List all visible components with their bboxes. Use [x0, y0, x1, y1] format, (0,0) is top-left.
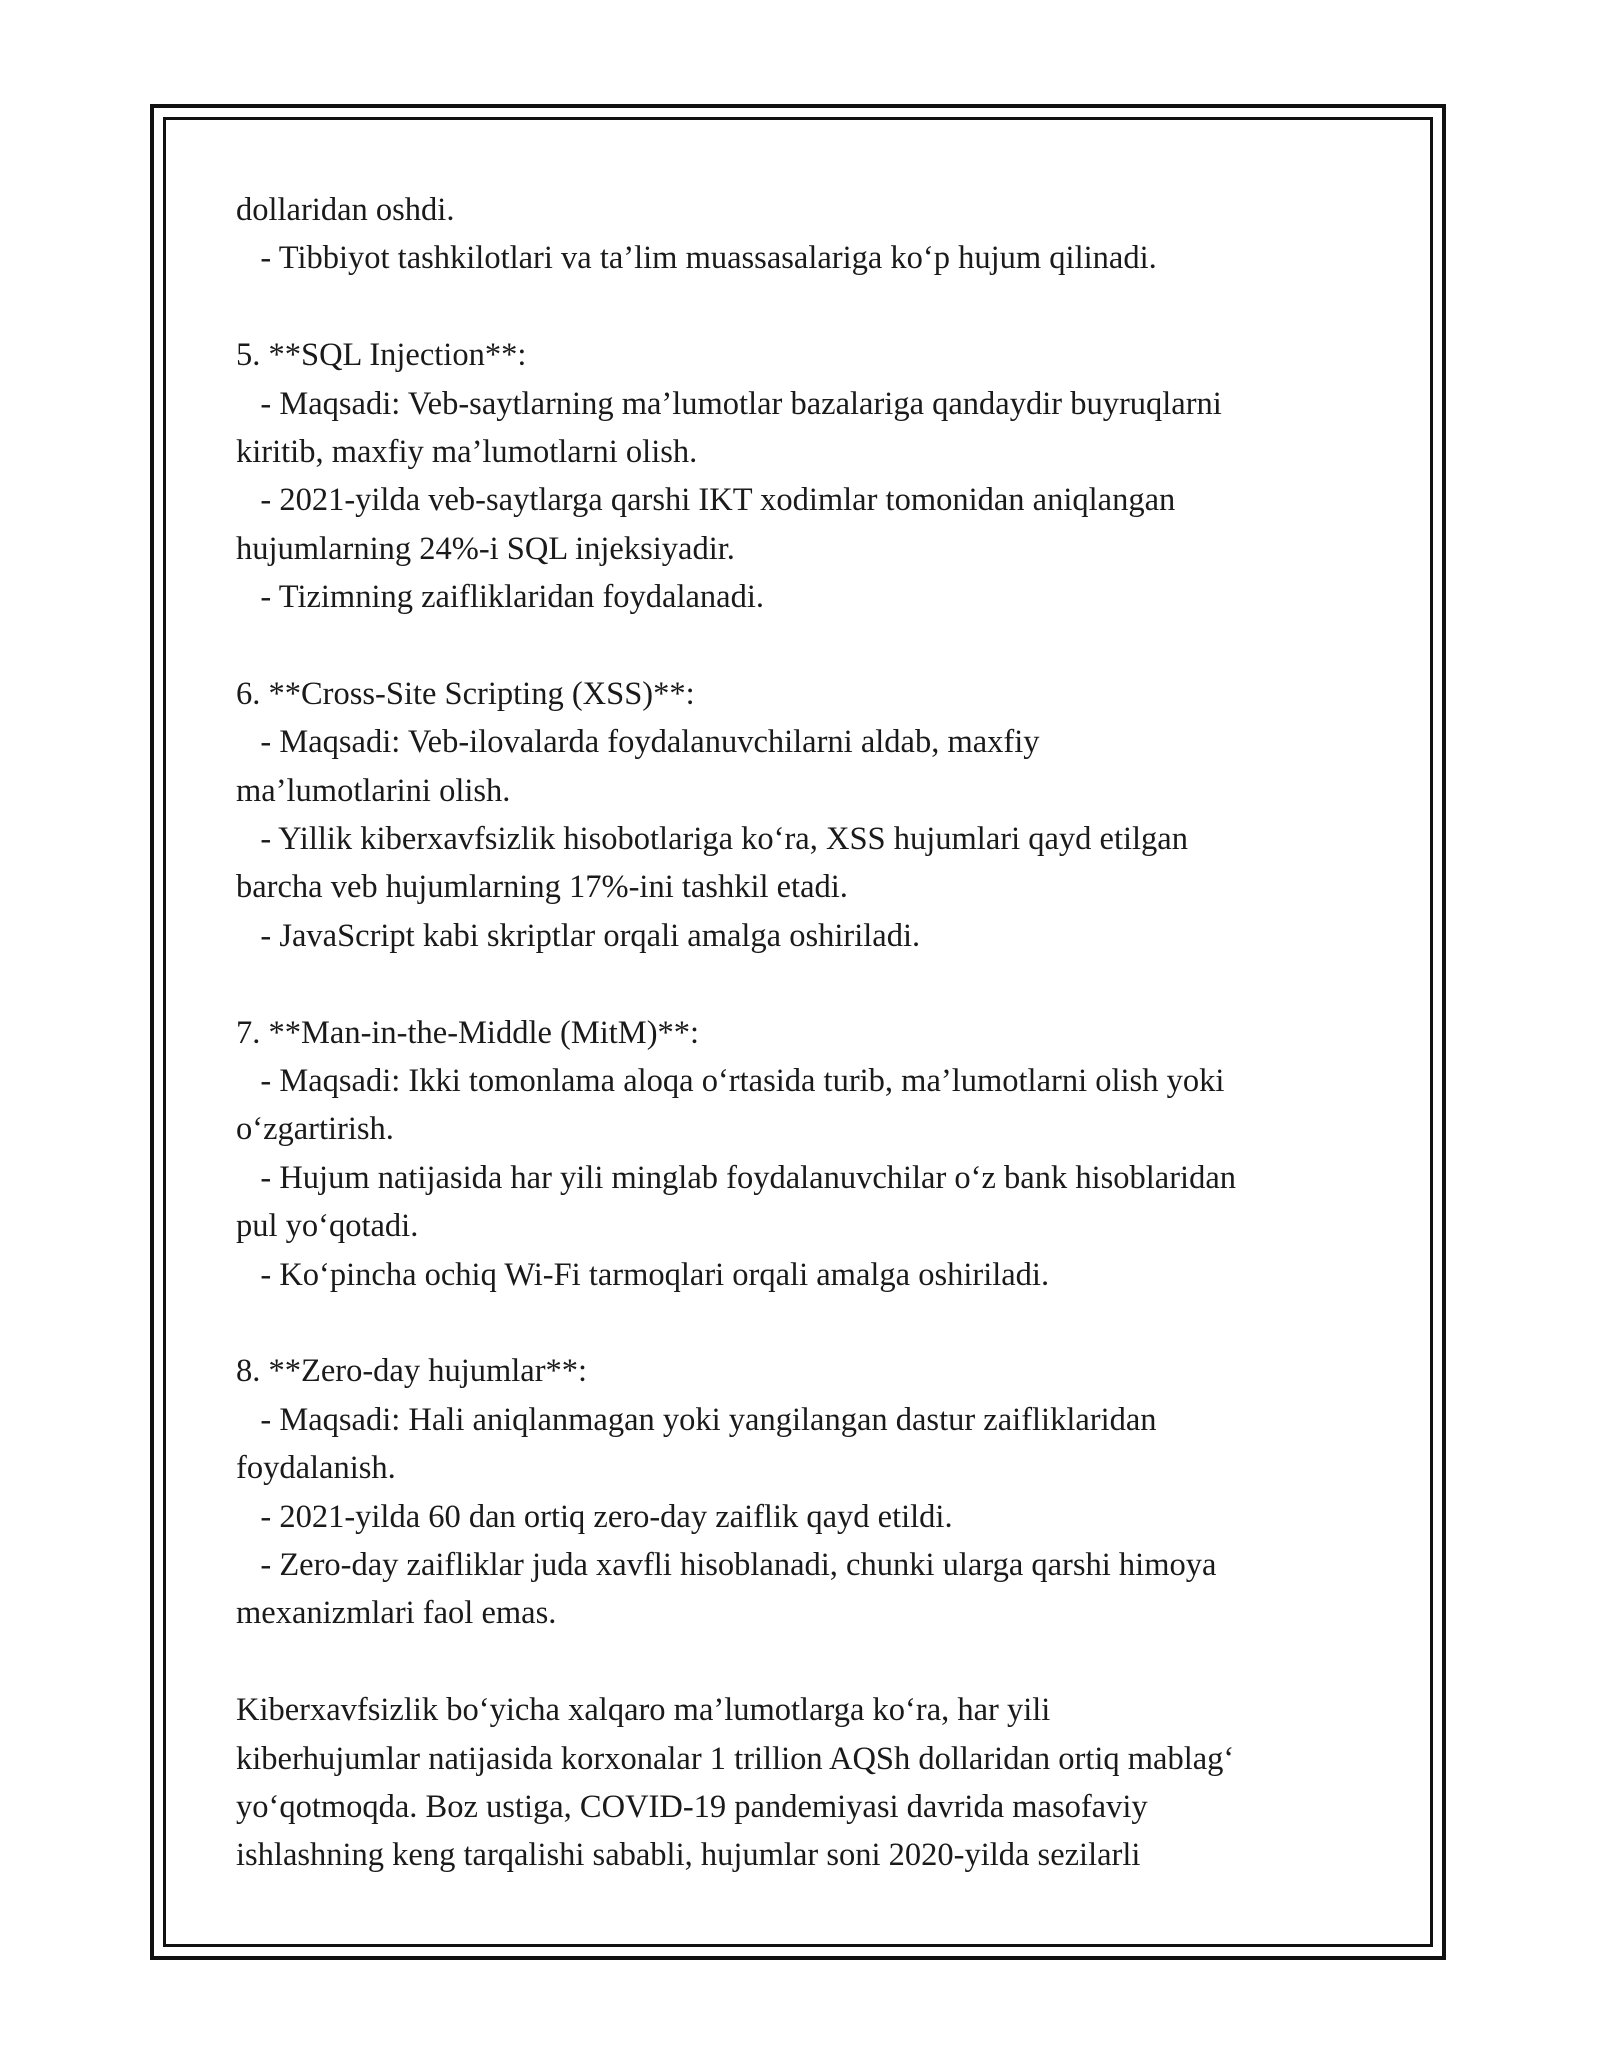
summary-paragraph-line: Kiberxavfsizlik boʻyicha xalqaro ma’lumotlarga koʻra, har yili [236, 1692, 1051, 1729]
blank-line [236, 283, 1376, 331]
text-line: - 2021-yilda 60 dan ortiq zero-day zaiflik qayd etildi. [236, 1498, 953, 1535]
text-line: oʻzgartirish. [236, 1111, 394, 1148]
summary-paragraph-line: kiberhujumlar natijasida korxonalar 1 trillion AQSh dollaridan ortiq mablagʻ [236, 1740, 1235, 1777]
text-line: - Yillik kiberxavfsizlik hisobotlariga koʻra, XSS hujumlari qayd etilgan [236, 821, 1188, 858]
summary-paragraph-line: ishlashning keng tarqalishi sababli, hujumlar soni 2020-yilda sezilarli [236, 1837, 1141, 1874]
document-body [236, 186, 1376, 1880]
text-line: - 2021-yilda veb-saytlarga qarshi IKT xodimlar tomonidan aniqlangan [236, 482, 1176, 519]
text-line: - Zero-day zaifliklar juda xavfli hisoblanadi, chunki ularga qarshi himoya [236, 1546, 1217, 1583]
text-line: - Tizimning zaifliklaridan foydalanadi. [236, 579, 765, 616]
text-line: - Maqsadi: Ikki tomonlama aloqa oʻrtasida turib, ma’lumotlarni olish yoki [236, 1063, 1225, 1100]
text-line: hujumlarning 24%-i SQL injeksiyadir. [236, 530, 735, 567]
text-line: barcha veb hujumlarning 17%-ini tashkil etadi. [236, 869, 848, 906]
text-line: pul yoʻqotadi. [236, 1208, 419, 1245]
text-line: mexanizmlari faol emas. [236, 1595, 557, 1632]
summary-paragraph-line: yoʻqotmoqda. Boz ustiga, COVID-19 pandemiyasi davrida masofaviy [236, 1788, 1148, 1825]
blank-line [236, 1638, 1376, 1686]
text-line: - Hujum natijasida har yili minglab foydalanuvchilar oʻz bank hisoblaridan [236, 1159, 1237, 1196]
section-heading-zero-day: 8. **Zero-day hujumlar**: [236, 1353, 588, 1390]
text-line: kiritib, maxfiy ma’lumotlarni olish. [236, 433, 698, 470]
text-line: - Maqsadi: Hali aniqlanmagan yoki yangilangan dastur zaifliklaridan [236, 1401, 1157, 1438]
text-line: foydalanish. [236, 1450, 396, 1487]
section-heading-sql-injection: 5. **SQL Injection**: [236, 337, 527, 374]
text-line: - Koʻpincha ochiq Wi-Fi tarmoqlari orqali amalga oshiriladi. [236, 1256, 1050, 1293]
text-line: - Maqsadi: Veb-saytlarning ma’lumotlar bazalariga qandaydir buyruqlarni [236, 385, 1222, 422]
text-line: dollaridan oshdi. [236, 192, 455, 228]
text-line: - Maqsadi: Veb-ilovalarda foydalanuvchilarni aldab, maxfiy [236, 724, 1040, 761]
text-line: - Tibbiyot tashkilotlari va ta’lim muassasalariga koʻp hujum qilinadi. [236, 240, 1157, 277]
blank-line [236, 1299, 1376, 1347]
text-line: ma’lumotlarini olish. [236, 772, 511, 809]
section-heading-xss: 6. **Cross-Site Scripting (XSS)**: [236, 675, 695, 712]
blank-line [236, 622, 1376, 670]
section-heading-mitm: 7. **Man-in-the-Middle (MitM)**: [236, 1014, 700, 1051]
blank-line [236, 960, 1376, 1008]
text-line: - JavaScript kabi skriptlar orqali amalga oshiriladi. [236, 917, 921, 954]
